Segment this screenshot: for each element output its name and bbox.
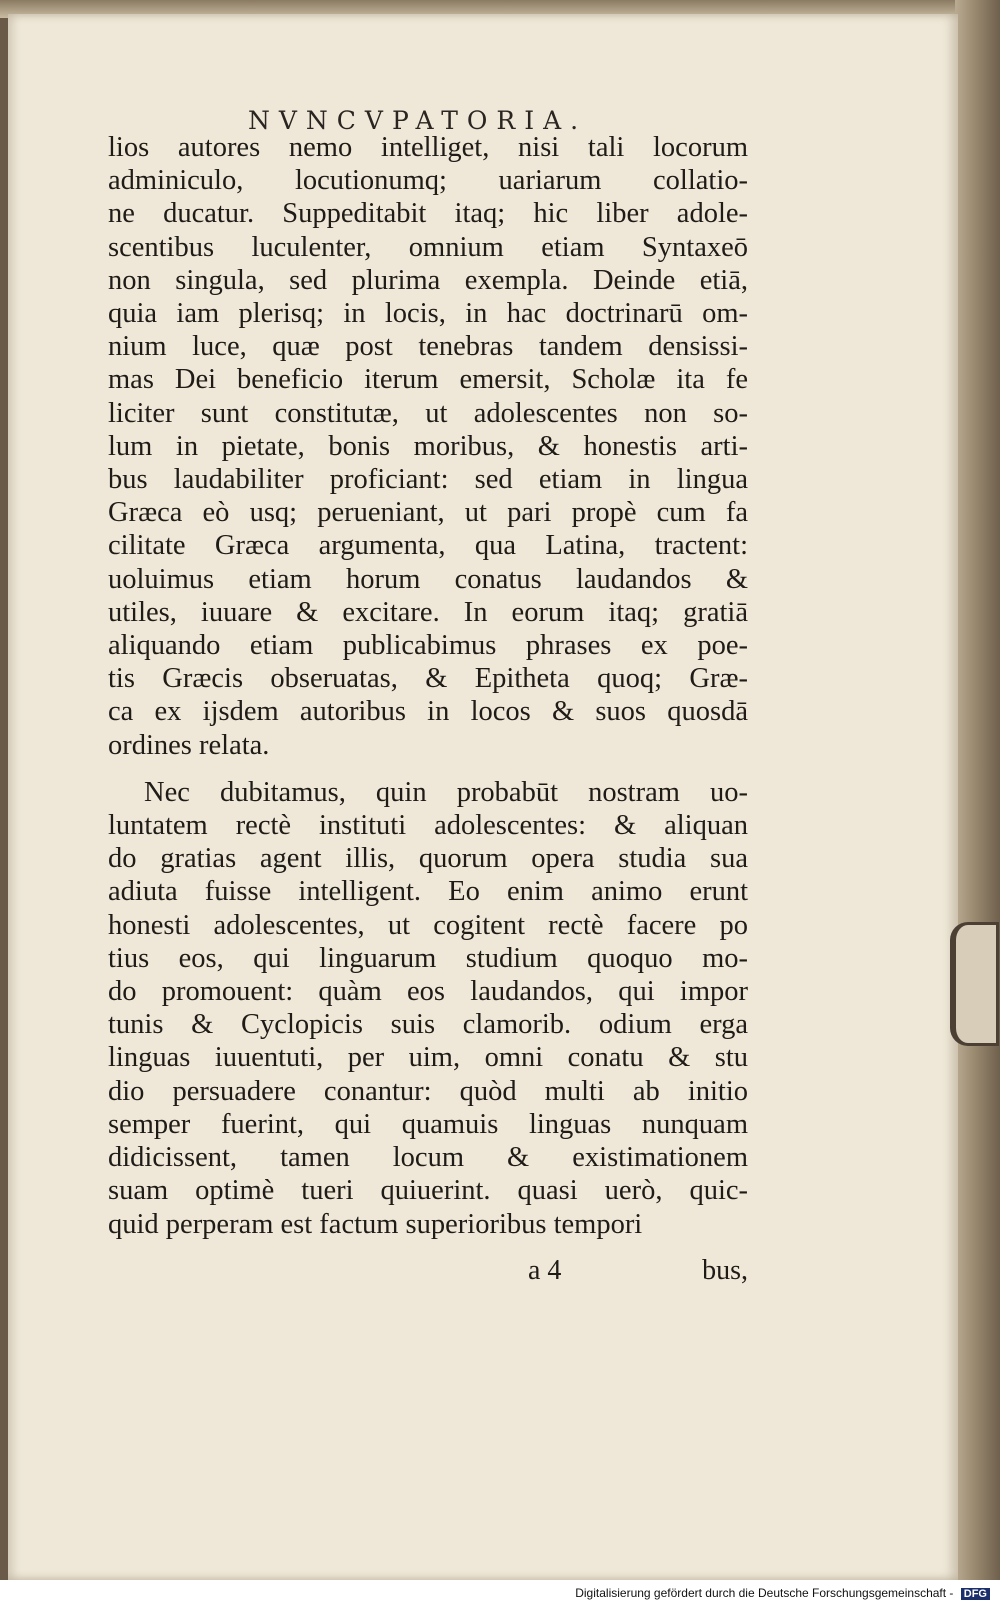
text-line: quia iam plerisq; in locis, in hac doctrinarū om-: [108, 298, 748, 330]
text-line: lios autores nemo intelliget, nisi tali locorum: [108, 132, 748, 163]
text-line: do promouent: quàm eos laudandos, qui impor: [108, 976, 748, 1008]
text-line: bus laudabiliter proficiant: sed etiam in lingua: [108, 464, 748, 496]
text-line: tius eos, qui linguarum studium quoquo mo-: [108, 942, 748, 974]
body-text: [108, 131, 748, 1241]
text-line: tunis & Cyclopicis suis clamorib. odium erga: [108, 1009, 748, 1041]
text-line: utiles, iuuare & excitare. In eorum itaq; gratiā: [108, 596, 748, 628]
dfg-logo-icon: DFG: [961, 1588, 990, 1600]
signature-mark: a 4: [528, 1255, 562, 1286]
text-line: adminiculo, locutionumq; uariarum collatio-: [108, 165, 748, 197]
text-line: ne ducatur. Suppeditabit itaq; hic liber adole-: [108, 198, 748, 230]
text-line: do gratias agent illis, quorum opera studia sua: [108, 843, 748, 875]
text-line: lum in pietate, bonis moribus, & honestis arti-: [108, 430, 748, 462]
text-line: honesti adolescentes, ut cogitent rectè facere po: [108, 909, 748, 941]
text-line: mas Dei beneficio iterum emersit, Scholæ ita fe: [108, 364, 748, 396]
text-line: linguas iuuentuti, per uim, omni conatu & stu: [108, 1042, 748, 1074]
text-line: ordines relata.: [108, 729, 270, 761]
text-line: Græca eò usq; perueniant, ut pari propè cum fa: [108, 497, 748, 529]
paragraph-2: [108, 776, 748, 1241]
page-clip: [950, 922, 999, 1046]
digitization-footer: [0, 1580, 1000, 1606]
text-line: didicissent, tamen locum & existimationem: [108, 1142, 748, 1174]
text-line: cilitate Græca argumenta, qua Latina, tractent:: [108, 530, 748, 562]
text-line: scentibus luculenter, omnium etiam Syntaxeō: [108, 231, 748, 263]
book-edge-right: [955, 0, 1000, 1580]
text-line: non singula, sed plurima exempla. Deinde etiā,: [108, 264, 748, 296]
text-line: adiuta fuisse intelligent. Eo enim animo erunt: [108, 876, 748, 908]
text-line: nium luce, quæ post tenebras tandem densissi-: [108, 331, 748, 363]
text-line: liciter sunt constitutæ, ut adolescentes non so-: [108, 397, 748, 429]
text-line: quid perperam est factum superioribus tempori: [108, 1208, 643, 1240]
text-line: Nec dubitamus, quin probabūt nostram uo-: [144, 776, 748, 808]
text-line: aliquando etiam publicabimus phrases ex poe-: [108, 630, 748, 662]
text-line: semper fuerint, qui quamuis linguas nunquam: [108, 1108, 748, 1140]
catchword: bus,: [702, 1255, 748, 1286]
text-line: luntatem rectè instituti adolescentes: & aliquan: [108, 810, 748, 842]
text-line: tis Græcis obseruatas, & Epitheta quoq; Græ-: [108, 663, 748, 695]
paragraph-1: [108, 131, 748, 762]
footer-credit-text: Digitalisierung gefördert durch die Deutsche Forschungsgemeinschaft -: [575, 1586, 954, 1600]
text-line: ca ex ijsdem autoribus in locos & suos quosdā: [108, 696, 748, 728]
footer-credit: [575, 1586, 990, 1600]
text-line: dio persuadere conantur: quòd multi ab initio: [108, 1075, 748, 1107]
running-head: NVNCVPATORIA.: [248, 106, 588, 135]
page-footer-line: [108, 1255, 748, 1289]
text-line: suam optimè tueri quiuerint. quasi uerò, quic-: [108, 1175, 748, 1207]
text-line: uoluimus etiam horum conatus laudandos &: [108, 563, 748, 595]
